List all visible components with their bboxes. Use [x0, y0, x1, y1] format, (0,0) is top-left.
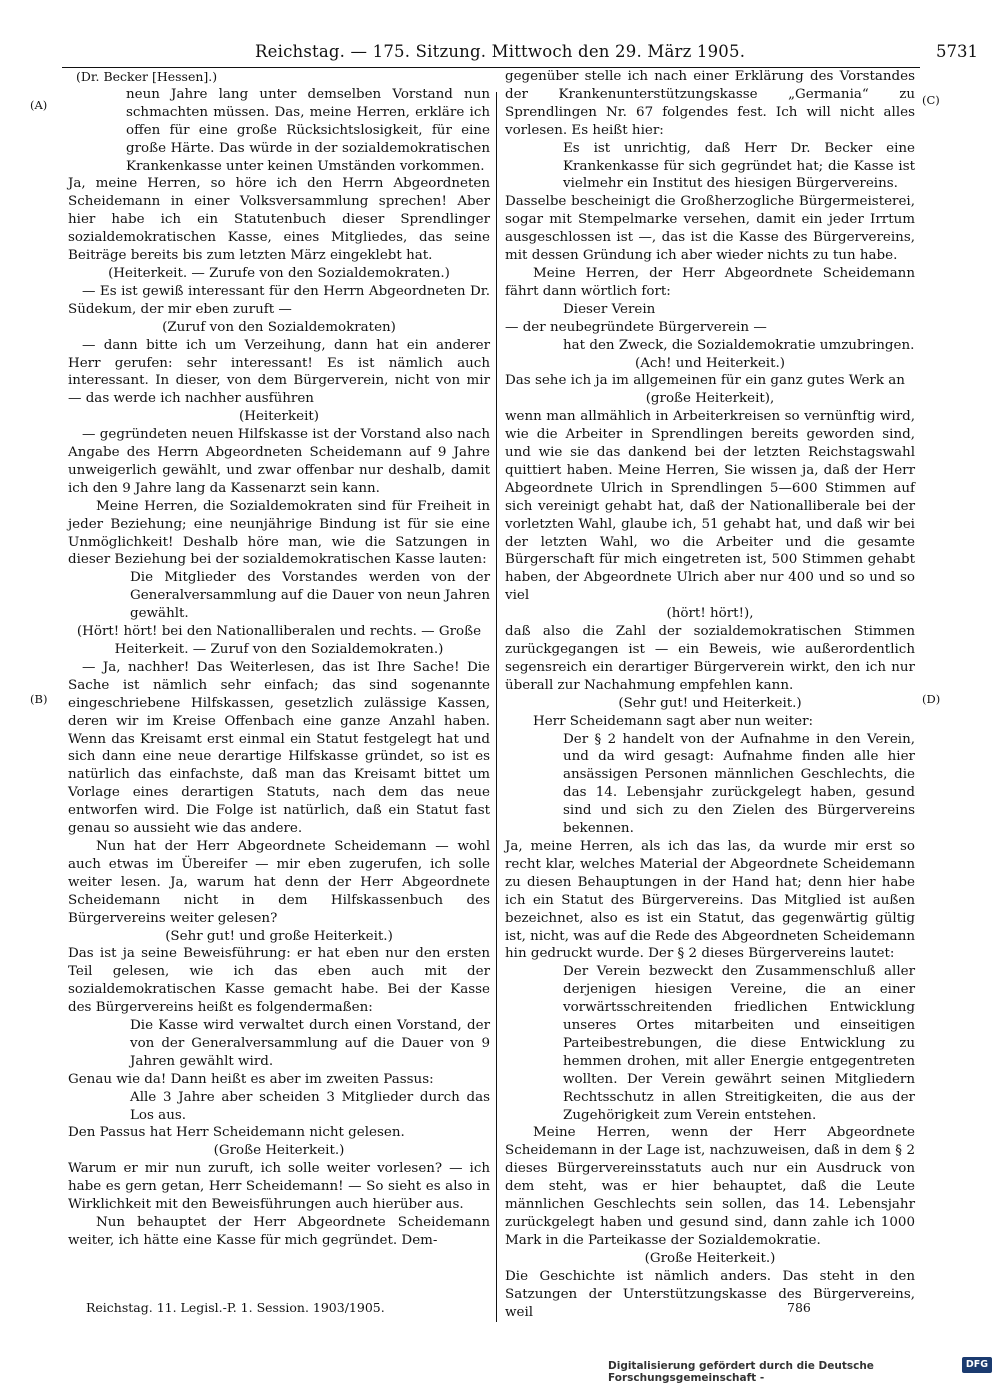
interjection: (Heiterkeit. — Zurufe von den Sozialdemokraten.): [108, 265, 450, 281]
paragraph: Meine Herren, der Herr Abgeordnete Scheidemann fährt dann wörtlich fort:: [505, 265, 915, 299]
quotation: Die Mitglieder des Vorstandes werden von der Generalversammlung auf die Dauer von neun Jahren gewählt.: [130, 570, 490, 622]
quotation: Der Verein bezweckt den Zusammenschluß aller derjenigen hiesigen Vereine, die an einer vorwärtsschreitenden friedlichen Entwicklung unseres Ortes mitarbeiten und einseitigen Parteibestrebungen, die diese Entwicklung zu hemmen drohen, mit aller Energie entgegentreten wollten. Der Verein gewährt seinen Mitgliedern Rechtsschutz in allen Streitigkeiten, die aus der Zugehörigkeit zum Verein entstehen.: [563, 964, 915, 1123]
paragraph: Ja, meine Herren, als ich das las, da wurde mir erst so recht klar, welches Material der Abgeordnete Scheidemann zu diesen Behauptungen in der Hand hat; denn hier habe ich ein Statut des Bürgervereins. Das Mitglied ist außen bezeichnet, also es ist ein Statut, das gegenwärtig gültig ist, nicht, was auf die Rede des Abgeordneten Scheidemann hin gedruckt wurde. Der § 2 dieses Bürgervereins lautet:: [505, 838, 915, 962]
paragraph: Meine Herren, wenn der Herr Abgeordnete Scheidemann in der Lage ist, nachzuweisen, daß in dem § 2 dieses Bürgervereinsstatuts auch nur ein Ausdruck von dem steht, was er hier behauptet, daß die Leute männlichen Geschlechts sein sollen, das 14. Lebensjahr zurückgelegt haben und gesund sind, dann zahle ich 1000 Mark in die Parteikasse der Sozialdemokratie.: [505, 1125, 915, 1248]
running-title: Reichstag. — 175. Sitzung. Mittwoch den 29. März 1905.: [255, 42, 746, 61]
right-column: [505, 68, 915, 1321]
interjection: (Hört! hört! bei den Nationalliberalen und rechts. — Große Heiterkeit. — Zuruf von den Sozialdemokraten.): [76, 624, 482, 657]
margin-marker-c: (C): [922, 93, 940, 107]
margin-marker-b: (B): [30, 692, 48, 706]
paragraph: daß also die Zahl der sozialdemokratischen Stimmen zurückgegangen ist — ein Beweis, wie außerordentlich segensreich ein derartiger Bürgerverein wirkt, den ich nur überall zur Nachahmung empfehlen kann.: [505, 624, 915, 693]
paragraph: Genau wie da! Dann heißt es aber im zweiten Passus:: [68, 1071, 434, 1087]
speaker-label: (Dr. Becker [Hessen].): [76, 69, 218, 84]
paragraph: Herr Scheidemann sagt aber nun weiter:: [533, 713, 814, 729]
footer-session-info: Reichstag. 11. Legisl.-P. 1. Session. 1903/1905.: [86, 1300, 385, 1315]
page-number: 5731: [936, 42, 978, 61]
interjection: (Zuruf von den Sozialdemokraten): [162, 319, 396, 335]
paragraph: — Es ist gewiß interessant für den Herrn Abgeordneten Dr. Südekum, der mir eben zuruft —: [68, 283, 490, 317]
paragraph: Ja, meine Herren, so höre ich den Herrn Abgeordneten Scheidemann in einer Volksversammlung sprechen! Aber hier habe ich ein Statutenbuch dieser Sprendlinger sozialdemokratischen Kasse, eines Mitgliedes, das seine Beiträge bereits bis zum letzten März eingeklebt hat.: [68, 176, 490, 264]
interjection: (Große Heiterkeit.): [213, 1143, 345, 1159]
paragraph: Dasselbe bescheinigt die Großherzogliche Bürgermeisterei, sogar mit Stempelmarke versehen, damit ein jeder Irrtum ausgeschlossen ist —, das ist die Kasse des Bürgervereins, mit dessen Gründung ich aber wieder nichts zu tun habe.: [505, 194, 915, 264]
paragraph: gegenüber stelle ich nach einer Erklärung des Vorstandes der Krankenunterstützungskasse „Germania“ zu Sprendlingen Nr. 67 folgendes fest. Ich will nicht alles vorlesen. Es heißt hier:: [505, 69, 915, 138]
paragraph: Nun hat der Herr Abgeordnete Scheidemann — wohl auch etwas im Übereifer — mir eben zugerufen, ich solle weiter lesen. Ja, warum hat denn der Herr Abgeordnete Scheidemann nicht in dem Hilfskassenbuch des Bürgervereins weiter gelesen?: [68, 838, 490, 926]
paragraph: — der neubegründete Bürgerverein —: [505, 319, 767, 335]
paragraph: — dann bitte ich um Verzeihung, dann hat ein anderer Herr gerufen: sehr interessant! Es ist nämlich auch interessant. In dieser, von dem Bürgerverein, nicht von mir — das werde ich nachher ausführen: [68, 337, 490, 407]
interjection: (große Heiterkeit),: [645, 391, 775, 407]
quotation: Alle 3 Jahre aber scheiden 3 Mitglieder durch das Los aus.: [130, 1089, 490, 1123]
paragraph: — Ja, nachher! Das Weiterlesen, das ist Ihre Sache! Die Sache ist nämlich sehr einfach; das sind sogenannte eingeschriebene Hilfskassen, gesetzlich zulässige Kassen, deren wir im Kreise Offenbach eine ganze Anzahl haben. Wenn das Kreisamt erst einmal ein Statut festgelegt hat und sich dann eine neue derartige Hilfskasse gründet, so ist es natürlich das einfachste, daß man das Kreisamt bittet um Vorlage eines derartigen Statuts, nach dem das neue entworfen wird. Die Folge ist natürlich, daß ein Statut fast genau so aussieht wie das andere.: [68, 659, 490, 837]
left-column: [68, 68, 490, 1250]
paragraph: Meine Herren, die Sozialdemokraten sind für Freiheit in jeder Beziehung; eine neunjährige Bindung ist für sie eine Unmöglichkeit! Deshalb höre man, wie die Satzungen in dieser Beziehung bei der sozialdemokratischen Kasse lauten:: [68, 498, 490, 568]
margin-marker-d: (D): [922, 692, 941, 706]
paragraph: Warum er mir nun zuruft, ich solle weiter vorlesen? — ich habe es gern getan, Herr Scheidemann! — So sieht es also in Wirklichkeit mit den Beweisführungen auch hierüber aus.: [68, 1161, 490, 1213]
paragraph: Das ist ja seine Beweisführung: er hat eben nur den ersten Teil gelesen, wie ich das eben auch mit der sozialdemokratischen Kasse gemacht habe. Bei der Kasse des Bürgervereins heißt es folgendermaßen:: [68, 946, 490, 1016]
interjection: (Heiterkeit): [238, 409, 320, 425]
paragraph: — gegründeten neuen Hilfskasse ist der Vorstand also nach Angabe des Herrn Abgeordneten Scheidemann auf 9 Jahre unweigerlich gewählt, und zwar offenbar nur deshalb, damit ich den 9 Jahre lang da Kassenarzt sein kann.: [68, 427, 490, 496]
interjection: (hört! hört!),: [666, 606, 754, 622]
interjection: (Sehr gut! und Heiterkeit.): [618, 695, 802, 711]
interjection: (Sehr gut! und große Heiterkeit.): [165, 928, 393, 944]
quotation: neun Jahre lang unter demselben Vorstand nun schmachten müssen. Das, meine Herren, erkläre ich offen für eine große Rücksichtslosigkeit, für eine große Härte. Das würde in der sozialdemokratischen Krankenkasse unter keinen Umständen vorkommen.: [126, 86, 490, 174]
paragraph: Das sehe ich ja im allgemeinen für ein ganz gutes Werk an: [505, 373, 905, 389]
column-divider: [496, 92, 497, 1322]
margin-marker-a: (A): [30, 98, 48, 112]
interjection: (Große Heiterkeit.): [644, 1250, 776, 1266]
quotation: Es ist unrichtig, daß Herr Dr. Becker eine Krankenkasse für sich gegründet hat; die Kasse ist vielmehr ein Institut des hiesigen Bürgervereins.: [563, 140, 915, 192]
dfg-logo: DFG: [962, 1357, 992, 1373]
digitization-note: Digitalisierung gefördert durch die Deutsche Forschungsgemeinschaft -: [608, 1360, 874, 1384]
quotation: hat den Zweck, die Sozialdemokratie umzubringen.: [563, 337, 915, 353]
interjection: (Ach! und Heiterkeit.): [634, 355, 786, 371]
paragraph: wenn man allmählich in Arbeiterkreisen so vernünftig wird, wie die Arbeiter in Sprendlingen bereits geworden sind, und wie sie das dankend bei der letzten Reichstagswahl quittiert haben. Meine Herren, Sie wissen ja, daß der Herr Abgeordnete Ulrich in Sprendlingen 5—600 Stimmen auf sich vereinigt gehabt hat, daß der Nationalliberale bei der vorletzten Wahl, glaube ich, 51 gehabt hat, und daß wir bei der letzten Wahl, wo die Arbeiter und die gesamte Bürgerschaft für mich eingetreten ist, 500 Stimmen gehabt haben, der Abgeordnete Ulrich aber nur 400 und so und so viel: [505, 409, 915, 604]
paragraph: Den Passus hat Herr Scheidemann nicht gelesen.: [68, 1125, 405, 1141]
footer-signature: 786: [787, 1300, 811, 1315]
paragraph: Die Geschichte ist nämlich anders. Das steht in den Satzungen der Unterstützungskasse des Bürgervereins, weil: [505, 1268, 915, 1320]
paragraph: Nun behauptet der Herr Abgeordnete Scheidemann weiter, ich hätte eine Kasse für mich gegründet. Dem-: [68, 1215, 490, 1248]
quotation: Dieser Verein: [563, 301, 656, 317]
quotation: Der § 2 handelt von der Aufnahme in den Verein, und da wird gesagt: Aufnahme finden alle hier ansässigen Personen männlichen Geschlechts, die das 14. Lebensjahr zurückgelegt haben, gesund sind und sich zu den Zielen des Bürgervereins bekennen.: [563, 731, 915, 837]
quotation: Die Kasse wird verwaltet durch einen Vorstand, der von der Generalversammlung auf die Dauer von 9 Jahren gewählt wird.: [130, 1018, 490, 1069]
page-header: [0, 42, 1000, 68]
